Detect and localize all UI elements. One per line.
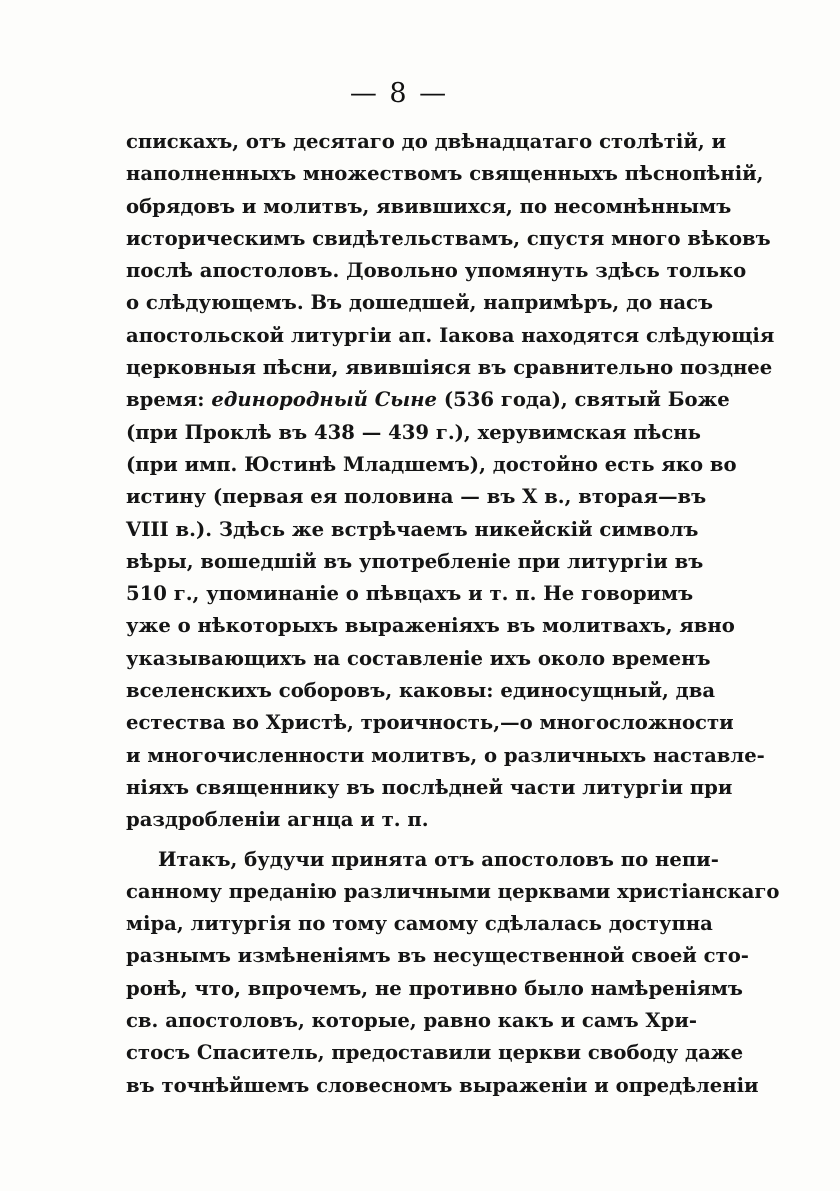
text-line: Итакъ, будучи принята отъ апостоловъ по непи-	[158, 847, 719, 871]
text-line: обрядовъ и молитвъ, явившихся, по несомнѣннымъ	[126, 194, 732, 218]
paragraph-gap	[126, 837, 670, 844]
text-line: апостольской литургіи ап. Іакова находятся слѣдующія	[126, 323, 775, 347]
text-line: ніяхъ священнику въ послѣдней части литургіи при	[126, 775, 733, 799]
text-line: VIII в.). Здѣсь же встрѣчаемъ никейскій символъ	[126, 517, 699, 541]
line-segment: (536 года), святый Боже	[437, 388, 730, 412]
text-line: и многочисленности молитвъ, о различныхъ наставле-	[126, 743, 765, 767]
text-line: въ точнѣйшемъ словесномъ выраженіи и опредѣленіи	[126, 1073, 759, 1097]
text-line: св. апостоловъ, которые, равно какъ и самъ Хри-	[126, 1009, 697, 1033]
body-text	[126, 126, 780, 1102]
text-line: вселенскихъ соборовъ, каковы: единосущный, два	[126, 679, 716, 703]
italic-hymn-title: единородный Сыне	[211, 388, 437, 412]
text-line: естества во Христѣ, троичность,—о многосложности	[126, 711, 734, 735]
text-line: церковныя пѣсни, явившіяся въ сравнительно позднее	[126, 356, 773, 380]
text-line: разнымъ измѣненіямъ въ несущественной своей сто-	[126, 944, 749, 968]
paragraph-2	[126, 844, 780, 1102]
text-line: (при имп. Юстинѣ Младшемъ), достойно есть яко во	[126, 452, 737, 476]
text-line: наполненныхъ множествомъ священныхъ пѣснопѣній,	[126, 162, 764, 186]
text-line: санному преданію различными церквами христіанскаго	[126, 879, 780, 903]
text-line: (при Проклѣ въ 438 — 439 г.), херувимская пѣснь	[126, 420, 701, 444]
text-line: раздробленіи агнца и т. п.	[126, 808, 429, 832]
text-line: историческимъ свидѣтельствамъ, спустя много вѣковъ	[126, 226, 771, 250]
text-line: ронѣ, что, впрочемъ, не противно было намѣреніямъ	[126, 976, 743, 1000]
text-line: послѣ апостоловъ. Довольно упомянуть здѣсь только	[126, 259, 747, 283]
text-line: указывающихъ на составленіе ихъ около временъ	[126, 646, 711, 670]
text-line: о слѣдующемъ. Въ дошедшей, напримѣръ, до насъ	[126, 291, 714, 315]
text-line: міра, литургія по тому самому сдѣлалась доступна	[126, 912, 713, 936]
text-line: истину (первая ея половина — въ X в., вторая—въ	[126, 485, 707, 509]
text-line: 510 г., упоминаніе о пѣвцахъ и т. п. Не говоримъ	[126, 582, 694, 606]
text-line: уже о нѣкоторыхъ выраженіяхъ въ молитвахъ, явно	[126, 614, 735, 638]
paragraph-1	[126, 126, 775, 837]
text-line: стосъ Спаситель, предоставили церкви свободу даже	[126, 1041, 744, 1065]
text-line: вѣры, вошедшій въ употребленіе при литургіи въ	[126, 549, 704, 573]
line-segment: время:	[126, 388, 212, 412]
page-number: — 8 —	[349, 78, 449, 109]
text-line: спискахъ, отъ десятаго до двѣнадцатаго столѣтій, и	[126, 130, 727, 153]
text-line-with-italic	[126, 384, 730, 416]
